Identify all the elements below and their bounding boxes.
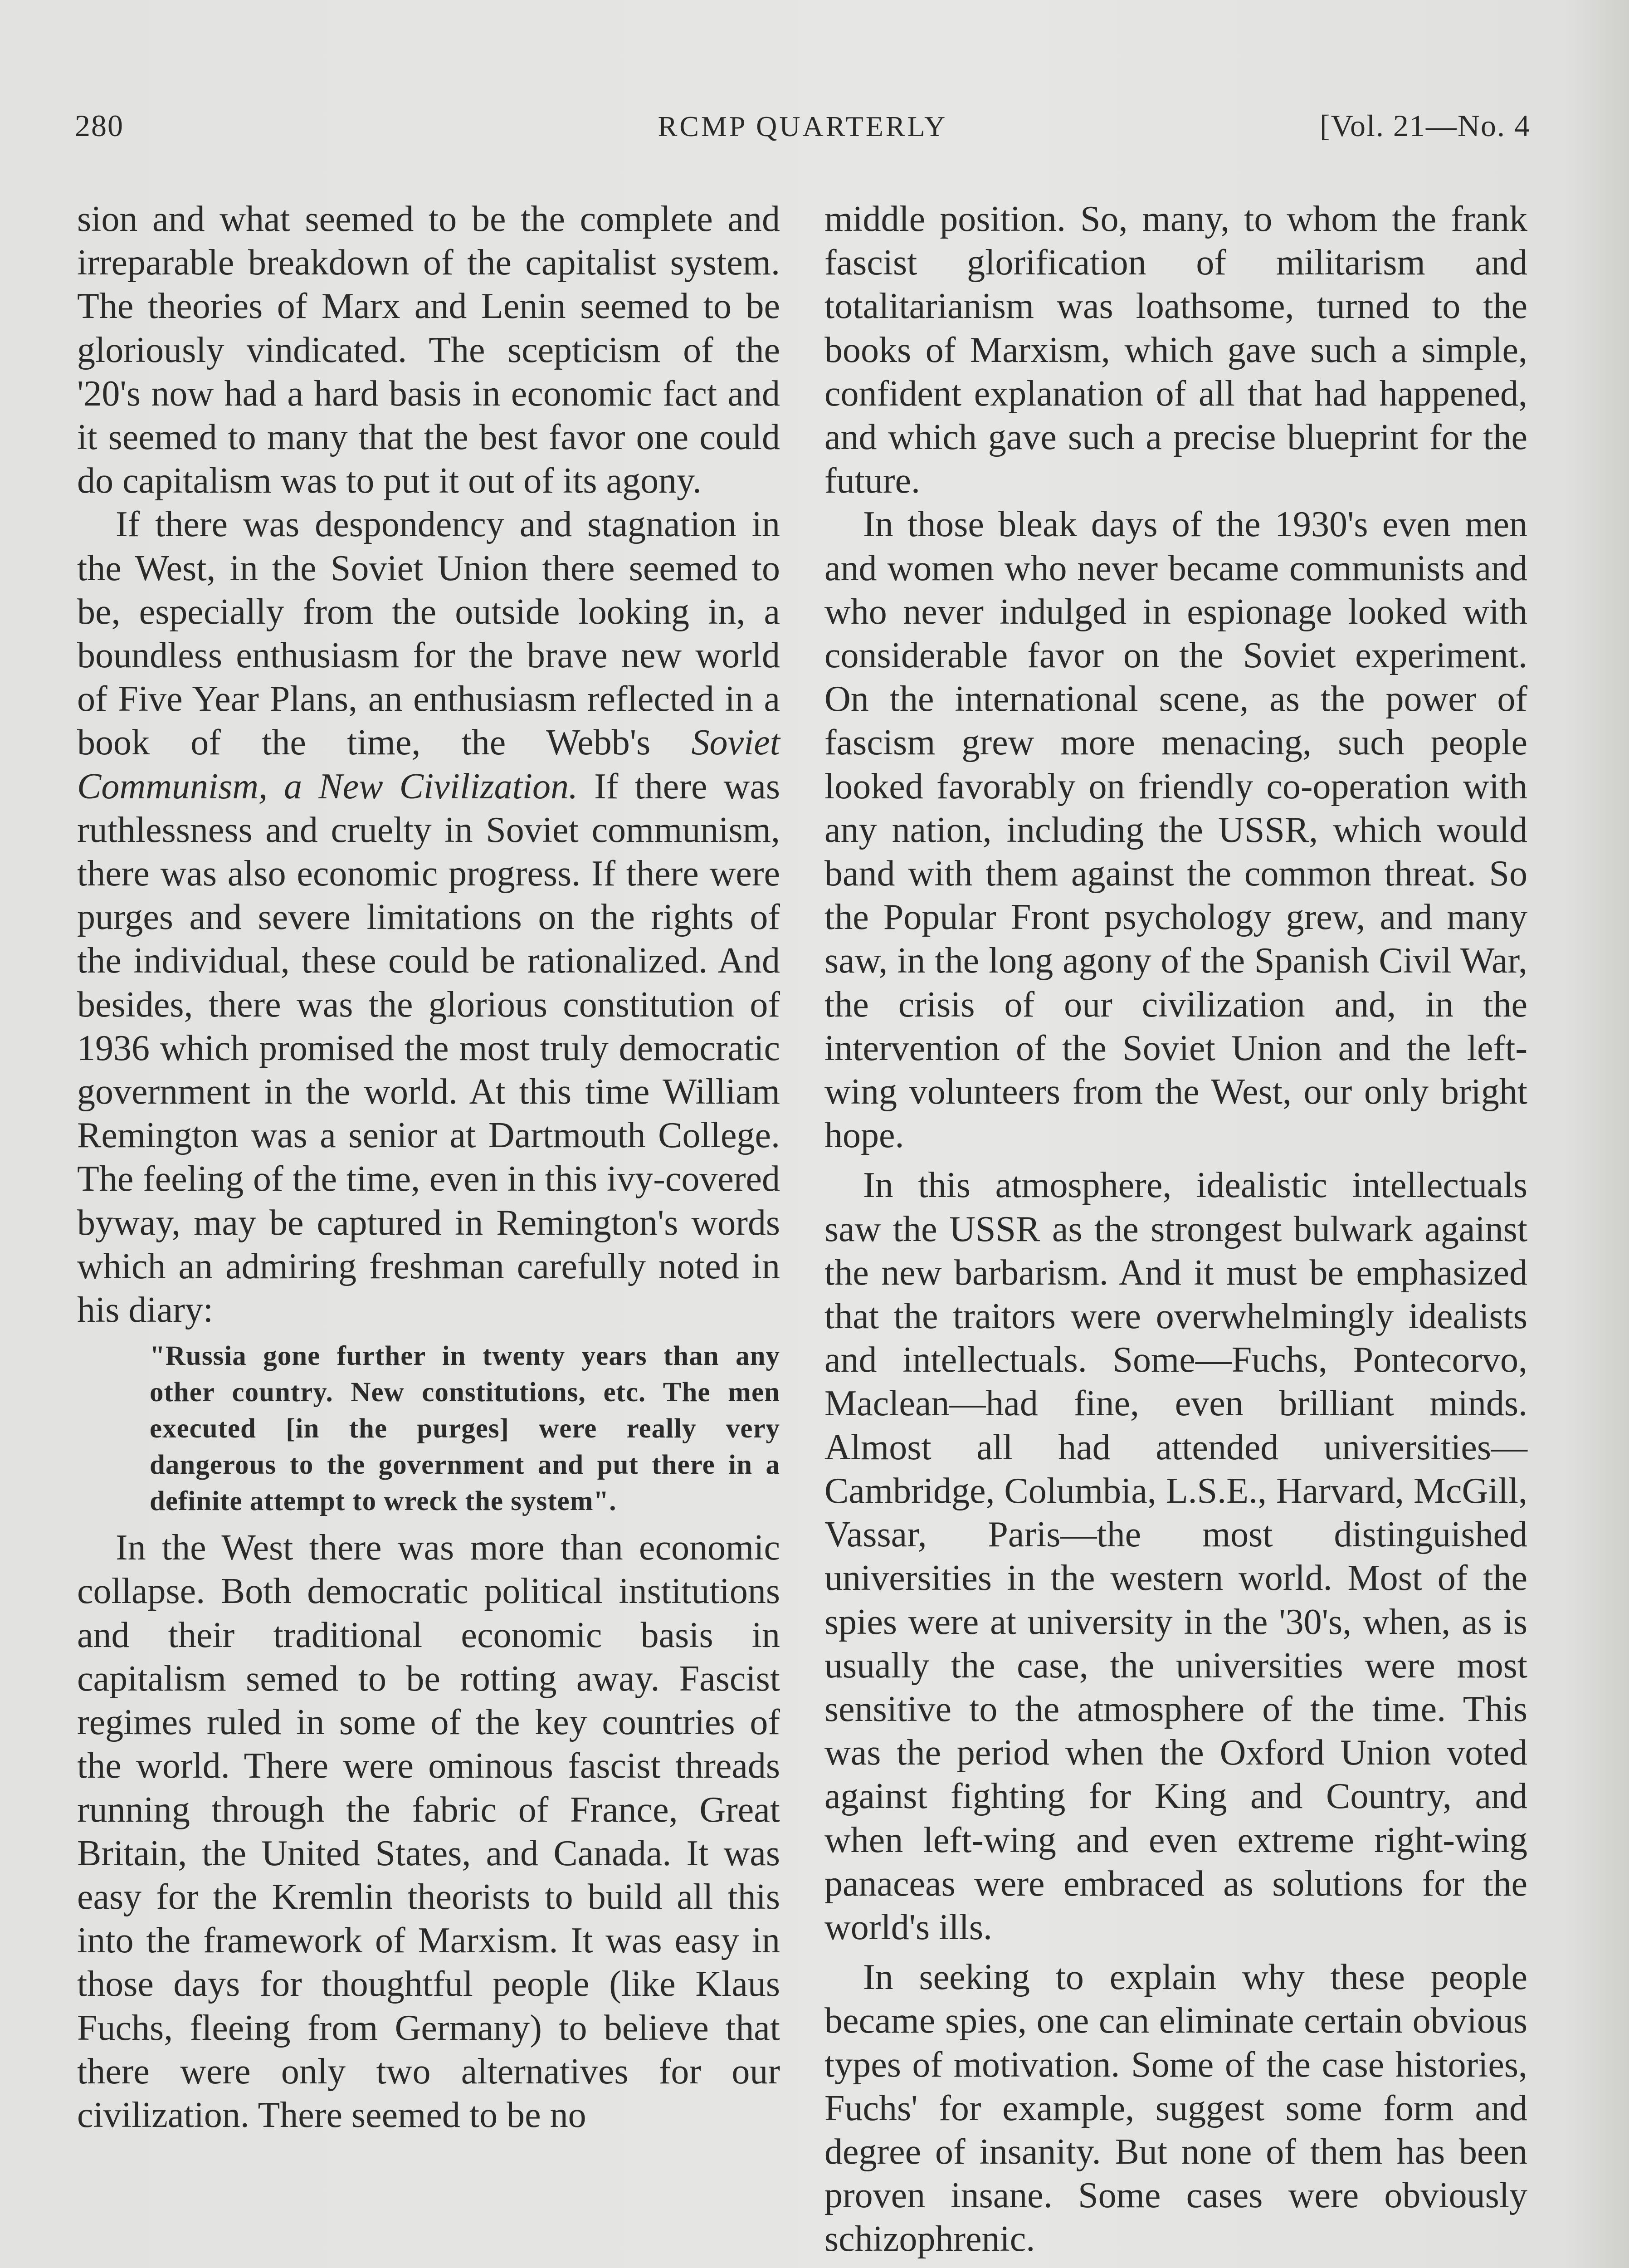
book-title: Soviet Communism, a New Civilization.	[77, 723, 780, 807]
paragraph-text: If there was ruthlessness and cruelty in Soviet communism, there was also economic progress. If there were purges and severe limitations on the rights of the individual, these could be rationalized. And besides, there was the glorious constitution of 1936 which promised the most truly democratic government in the world. At this time William Remington was a senior at Dartmouth College. The feeling of the time, even in this ivy-covered byway, may be captured in Remington's words which an admiring freshman carefully noted in his diary:	[77, 766, 780, 1330]
paragraph: In the West there was more than economic collapse. Both democratic political institutions and their traditional economic basis in capitalism semed to be rotting away. Fascist regimes ruled in some of the key countries of the world. There were ominous fascist threads running through the fabric of France, Great Britain, the United States, and Canada. It was easy for the Kremlin theorists to build all this into the framework of Marxism. It was easy in those days for thoughtful people (like Klaus Fuchs, fleeing from Germany) to believe that there were only two alternatives for our civilization. There seemed to be no	[77, 1528, 780, 2135]
journal-title: RCMP QUARTERLY	[658, 110, 948, 142]
left-column	[77, 197, 780, 2137]
running-header	[75, 108, 1531, 149]
paragraph: In those bleak days of the 1930's even men and women who never became communists and who never indulged in espionage looked with considerable favor on the Soviet experiment. On the international scene, as the power of fascism grew more menacing, such people looked favorably on friendly co-operation with any nation, including the USSR, which would band with them against the common threat. So the Popular Front psychology grew, and many saw, in the long agony of the Spanish Civil War, the crisis of our civilization and, in the intervention of the Soviet Union and the left-wing volunteers from the West, our only bright hope.	[824, 504, 1527, 1156]
paragraph: sion and what seemed to be the complete and irreparable breakdown of the capitalist system. The theories of Marx and Lenin seemed to be gloriously vindicated. The scepticism of the '20's now had a hard basis in economic fact and it seemed to many that the best favor one could do capitalism was to put it out of its agony.	[77, 199, 780, 501]
paragraph: middle position. So, many, to whom the frank fascist glorification of militarism and totalitarianism was loathsome, turned to the books of Marxism, which gave such a simple, confident explanation of all that had happened, and which gave such a precise blueprint for the future.	[824, 199, 1527, 501]
volume-issue: [Vol. 21—No. 4	[1320, 108, 1531, 143]
page-number: 280	[75, 108, 124, 143]
block-quote: "Russia gone further in twenty years than any other country. New constitutions, etc. The men executed [in the purges] were really very dangerous to the government and put there in a definite attempt to wreck the system".	[150, 1341, 780, 1517]
paragraph: In seeking to explain why these people became spies, one can eliminate certain obvious types of motivation. Some of the case histories, Fuchs' for example, suggest some form and degree of insanity. But none of them has been proven insane. Some cases were obviously schizophrenic.	[824, 1957, 1527, 2259]
paragraph: In this atmosphere, idealistic intellectuals saw the USSR as the strongest bulwark against the new barbarism. And it must be emphasized that the traitors were overwhelmingly idealists and intellectuals. Some—Fuchs, Pontecorvo, Maclean—had fine, even brilliant minds. Almost all had attended universities—Cambridge, Columbia, L.S.E., Harvard, McGill, Vassar, Paris—the most distinguished universities in the western world. Most of the spies were at university in the '30's, when, as is usually the case, the universities were most sensitive to the atmosphere of the time. This was the period when the Oxford Union voted against fighting for King and Country, and when left-wing and even extreme right-wing panaceas were embraced as solutions for the world's ills.	[824, 1165, 1527, 1947]
right-column	[824, 197, 1527, 2261]
paragraph-text: If there was despondency and stagnation in the West, in the Soviet Union there seemed to be, especially from the outside looking in, a boundless enthusiasm for the brave new world of Five Year Plans, an enthusiasm reflected in a book of the time, the Webb's	[77, 504, 780, 763]
paragraph	[77, 503, 780, 1332]
